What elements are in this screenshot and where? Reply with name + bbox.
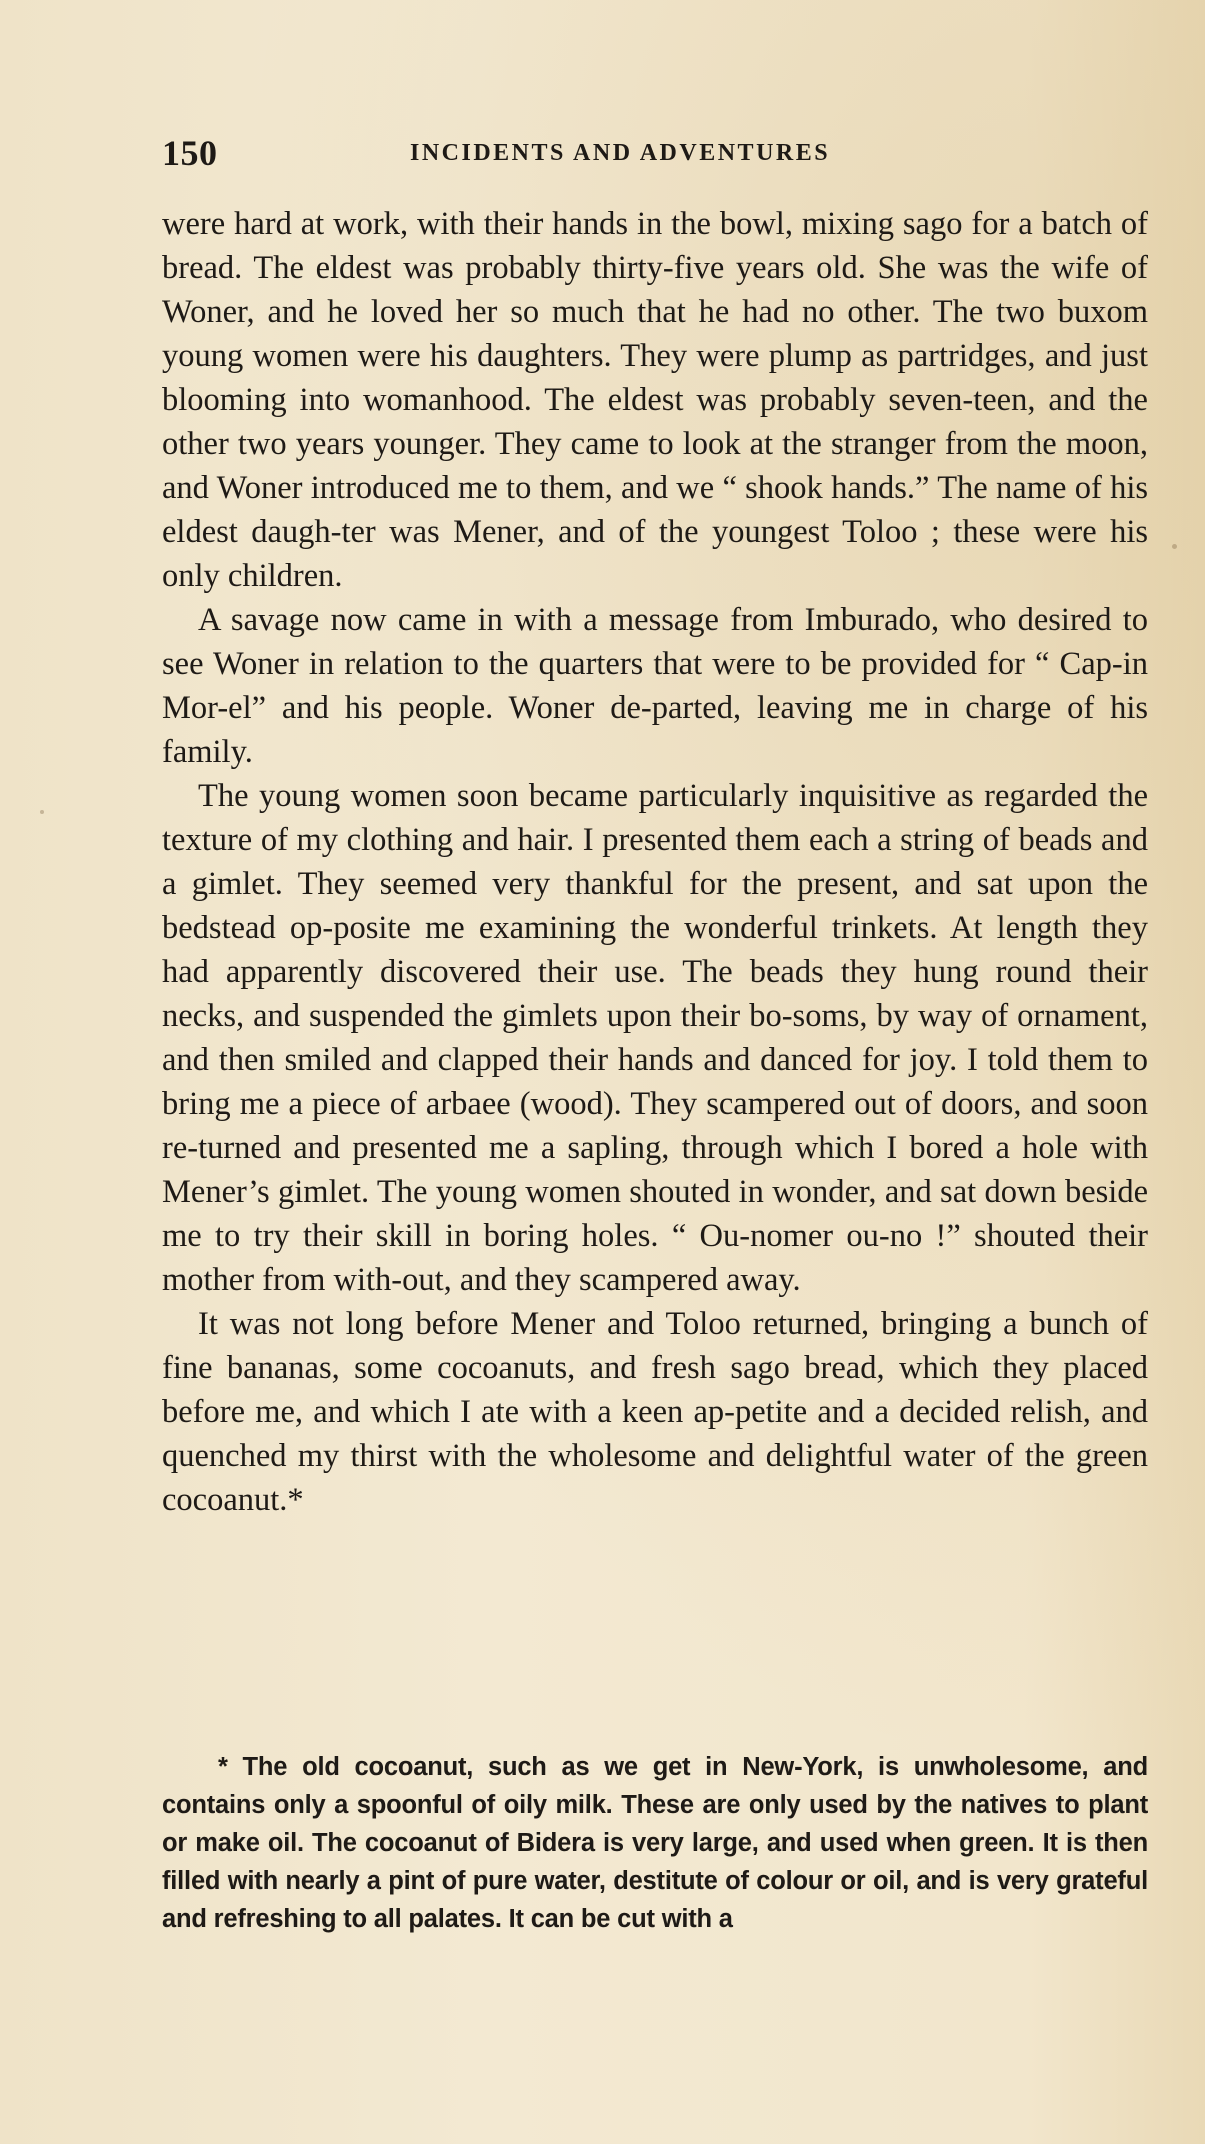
footnote	[162, 1748, 1148, 1938]
body-text	[162, 202, 1148, 1522]
paper-speck	[40, 810, 44, 814]
paragraph-3: The young women soon became particularly inquisitive as regarded the texture of my clothing and hair. I presented them each a string of beads and a gimlet. They seemed very thankful for the present, and sat upon the bedstead op-posite me examining the wonderful trinkets. At length they had apparently discovered their use. The beads they hung round their necks, and suspended the gimlets upon their bo-soms, by way of ornament, and then smiled and clapped their hands and danced for joy. I told them to bring me a piece of arbaee (wood). They scampered out of doors, and soon re-turned and presented me a sapling, through which I bored a hole with Mener’s gimlet. The young women shouted in wonder, and sat down beside me to try their skill in boring holes. “ Ou-nomer ou-no !” shouted their mother from with-out, and they scampered away.	[162, 778, 1148, 1298]
paper-speck	[1172, 544, 1177, 549]
paragraph-2: A savage now came in with a message from Imburado, who desired to see Woner in relation to the quarters that were to be provided for “ Cap-in Mor-el” and his people. Woner de-parted, leaving me in charge of his family.	[162, 602, 1148, 770]
paragraph-4: It was not long before Mener and Toloo returned, bringing a bunch of fine bananas, some cocoanuts, and fresh sago bread, which they placed before me, and which I ate with a keen ap-petite and a decided relish, and quenched my thirst with the wholesome and delightful water of the green cocoanut.*	[162, 1306, 1148, 1518]
page-header	[162, 132, 1152, 180]
paragraph-1: were hard at work, with their hands in the bowl, mixing sago for a batch of bread. The eldest was probably thirty-five years old. She was the wife of Woner, and he loved her so much that he had no other. The two buxom young women were his daughters. They were plump as partridges, and just blooming into womanhood. The eldest was probably seven-teen, and the other two years younger. They came to look at the stranger from the moon, and Woner introduced me to them, and we “ shook hands.” The name of his eldest daugh-ter was Mener, and of the youngest Toloo ; these were his only children.	[162, 206, 1148, 594]
paper-speck	[1134, 1420, 1137, 1423]
footnote-text: * The old cocoanut, such as we get in New-York, is unwholesome, and contains only a spoonful of oily milk. These are only used by the natives to plant or make oil. The cocoanut of Bidera is very large, and used when green. It is then filled with nearly a pint of pure water, destitute of colour or oil, and is very grateful and refreshing to all palates. It can be cut with a	[162, 1753, 1148, 1933]
running-title: INCIDENTS AND ADVENTURES	[410, 140, 831, 166]
page-number: 150	[162, 133, 218, 173]
